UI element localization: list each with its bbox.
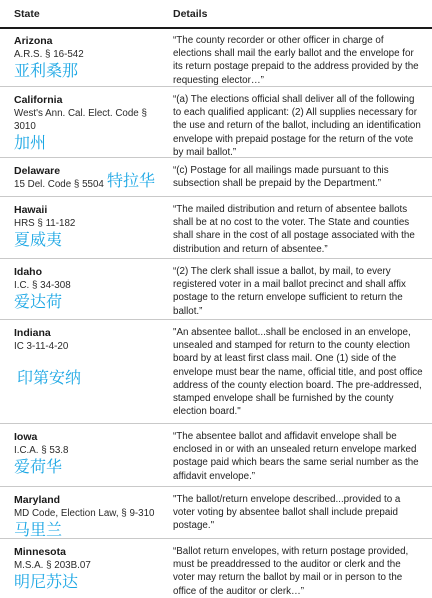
table-row <box>0 424 432 487</box>
state-code: I.C.A. § 53.8 <box>14 445 69 456</box>
state-chinese-name: 爱荷华 <box>14 457 63 476</box>
detail-cell: “(2) The clerk shall issue a ballot, by mail, to every registered voter in a mail ballot precinct and shall affix postage to the return envelope sufficient to return the ballot.” <box>173 266 406 317</box>
state-cell <box>14 493 164 539</box>
detail-cell: “(c) Postage for all mailings made pursuant to this subsection shall be prepaid by the Department.” <box>173 165 389 190</box>
state-name: Hawaii <box>14 204 48 216</box>
state-name: Arizona <box>14 35 53 47</box>
header-details: Details <box>173 8 208 20</box>
state-code: M.S.A. § 203B.07 <box>14 560 91 571</box>
state-name: Minnesota <box>14 546 66 558</box>
state-cell <box>14 265 164 311</box>
state-cell <box>14 430 164 476</box>
state-code: 15 Del. Code § 5504 <box>14 179 104 190</box>
state-name: Indiana <box>14 327 51 339</box>
state-chinese-name: 马里兰 <box>14 520 63 539</box>
detail-cell: “The county recorder or other officer in charge of elections shall mail the early ballot and the envelope for its return postage prepaid to the address provided by the requesting elector…” <box>173 35 419 86</box>
state-chinese-name: 爱达荷 <box>14 292 63 311</box>
state-cell <box>14 203 164 249</box>
state-cell <box>14 93 154 152</box>
detail-cell: “Ballot return envelopes, with return postage provided, must be preaddressed to the auditor or clerk and the voter may return the ballot by mail or in person to the office of the auditor or clerk…” <box>173 546 409 597</box>
table-row <box>0 539 432 596</box>
detail-cell: "An absentee ballot...shall be enclosed in an envelope, unsealed and stamped for return to the county election board by at least first class mail. One (1) side of the envelope must bear the name, official title, and post office address of the county election board. The pre-addressed, stamped envelope shall be furnished by the county election board." <box>173 327 423 418</box>
state-code: A.R.S. § 16-542 <box>14 49 84 60</box>
state-chinese-name: 夏威夷 <box>14 230 63 249</box>
table-header <box>0 0 432 29</box>
state-cell <box>14 326 164 353</box>
state-chinese-name: 印第安纳 <box>17 368 82 387</box>
state-chinese-name: 亚利桑那 <box>14 61 79 80</box>
state-cell <box>14 34 164 80</box>
table-row <box>0 28 432 87</box>
table-row <box>0 320 432 424</box>
state-code: HRS § 11-182 <box>14 218 76 229</box>
state-code: IC 3-11-4-20 <box>14 341 69 352</box>
state-cell <box>14 545 164 591</box>
state-chinese-name: 特拉华 <box>107 171 156 190</box>
state-code: I.C. § 34-308 <box>14 280 71 291</box>
detail-cell: "The ballot/return envelope described...provided to a voter voting by absentee ballot shall include prepaid postage." <box>173 494 401 532</box>
detail-cell: “The mailed distribution and return of absentee ballots shall be at no cost to the voter. The State and counties shall share in the cost of all postage associated with the distribution and return of absentee.” <box>173 204 415 255</box>
table-row <box>0 487 432 539</box>
state-name: California <box>14 94 63 106</box>
state-name: Iowa <box>14 431 38 443</box>
state-chinese-name: 加州 <box>14 133 47 152</box>
detail-cell: “The absentee ballot and affidavit envelope shall be enclosed in or with an unsealed return envelope marked postage paid which bears the same serial number as the affidavit envelope.” <box>173 431 419 482</box>
state-name: Maryland <box>14 494 61 506</box>
table-row <box>0 259 432 320</box>
state-code: West's Ann. Cal. Elect. Code § 3010 <box>14 108 147 132</box>
table-row <box>0 87 432 158</box>
state-code: MD Code, Election Law, § 9-310 <box>14 508 155 519</box>
table-row <box>0 197 432 259</box>
detail-cell: “(a) The elections official shall deliver all of the following to each qualified applicant: (2) All supplies necessary for the use and return of the ballot, including an identification envelope with prepaid postage for the return of the vote by mail ballot.” <box>173 94 421 158</box>
state-chinese-name: 明尼苏达 <box>14 572 79 591</box>
state-name: Idaho <box>14 266 42 278</box>
table-row <box>0 158 432 197</box>
header-state: State <box>14 8 40 20</box>
state-name: Delaware <box>14 165 61 177</box>
